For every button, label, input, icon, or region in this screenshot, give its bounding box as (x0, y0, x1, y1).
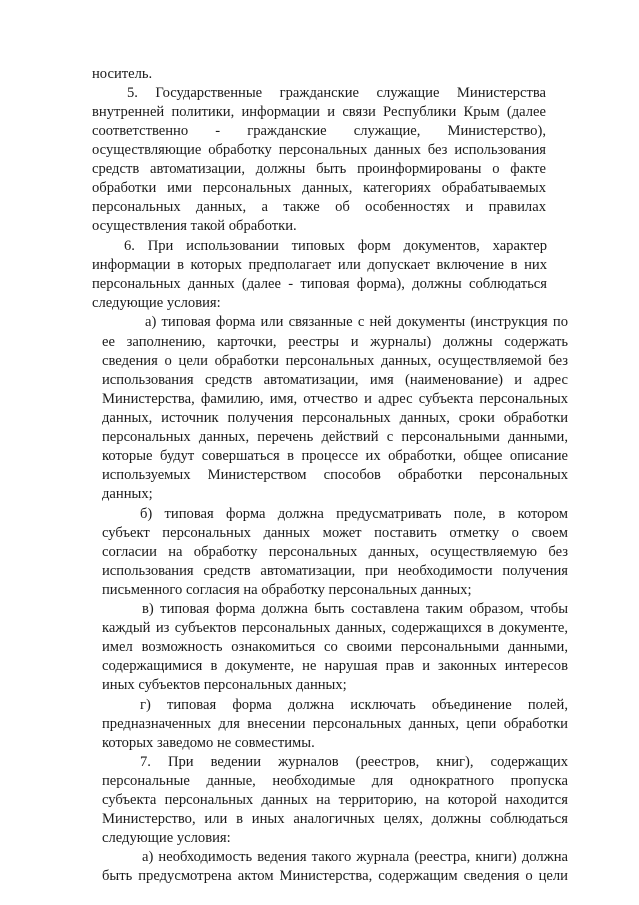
text-line: имел возможность ознакомиться со своими персональными данными, (102, 639, 568, 655)
text-line: субъекта персональных данных на территорию, на которой находится (102, 792, 568, 808)
text-line: соответственно - гражданские служащие, Министерство), (92, 123, 546, 139)
text-line: персональных данных, перечень действий с персональными данными, (102, 429, 568, 445)
text-line: данных; (102, 486, 153, 502)
text-line: а) типовая форма или связанные с ней документы (инструкция по (145, 314, 568, 330)
text-line: средств автоматизации, должны быть проинформированы о факте (92, 161, 546, 177)
text-line: иных субъектов персональных данных; (102, 677, 347, 693)
text-line: г) типовая форма должна исключать объединение полей, (140, 697, 568, 713)
text-line: внутренней политики, информации и связи Республики Крым (далее (92, 104, 546, 120)
text-line: которые будут совершаться в процессе их обработки, общее описание (102, 448, 568, 464)
text-line: данных, источник получения персональных данных, сроки обработки (102, 410, 568, 426)
text-line: Министерство, или в иных аналогичных целях, должны соблюдаться (102, 811, 568, 827)
text-line: использования средств автоматизации, при необходимости получения (102, 563, 568, 579)
text-line: сведения о цели обработки персональных данных, осуществляемой без (102, 353, 568, 369)
text-line: быть предусмотрена актом Министерства, содержащим сведения о цели (102, 868, 568, 884)
text-line: б) типовая форма должна предусматривать поле, в котором (140, 506, 568, 522)
text-line: которых заведомо не совместимы. (102, 735, 315, 751)
text-line: информации в которых предполагает или допускает включение в них (92, 257, 547, 273)
text-line: персональные данные, необходимые для однократного пропуска (102, 773, 568, 789)
text-line: персональных данных, а также об особенностях и правилах (92, 199, 546, 215)
text-line: а) необходимость ведения такого журнала (реестра, книги) должна (142, 849, 568, 865)
text-line: 7. При ведении журналов (реестров, книг), содержащих (140, 754, 568, 770)
text-line: письменного согласия на обработку персональных данных; (102, 582, 472, 598)
text-line: Министерства, фамилию, имя, отчество и адрес субъекта персональных (102, 391, 568, 407)
text-line: в) типовая форма должна быть составлена таким образом, чтобы (142, 601, 568, 617)
text-line: осуществления такой обработки. (92, 218, 297, 234)
text-line: каждый из субъектов персональных данных, содержащихся в документе, (102, 620, 568, 636)
text-line: носитель. (92, 66, 153, 82)
text-line: ее заполнению, карточки, реестры и журналы) должны содержать (102, 334, 568, 350)
text-line: следующие условия: (102, 830, 231, 846)
text-line: обработки ими персональных данных, категориях обрабатываемых (92, 180, 546, 196)
text-line: использования средств автоматизации, имя (наименование) и адрес (102, 372, 568, 388)
text-line: 6. При использовании типовых форм документов, характер (124, 238, 547, 254)
text-line: 5. Государственные гражданские служащие Министерства (127, 85, 546, 101)
text-line: следующие условия: (92, 295, 221, 311)
text-line: содержащимися в документе, не нарушая прав и законных интересов (102, 658, 568, 674)
text-line: используемых Министерством способов обработки персональных (102, 467, 568, 483)
text-line: персональных данных (далее - типовая форма), должны соблюдаться (92, 276, 547, 292)
text-line: субъект персональных данных может поставить отметку о своем (102, 525, 568, 541)
text-line: согласии на обработку персональных данных, осуществляемую без (102, 544, 568, 560)
text-line: осуществляющие обработку персональных данных без использования (92, 142, 546, 158)
text-line: предназначенных для внесении персональных данных, цепи обработки (102, 716, 568, 732)
